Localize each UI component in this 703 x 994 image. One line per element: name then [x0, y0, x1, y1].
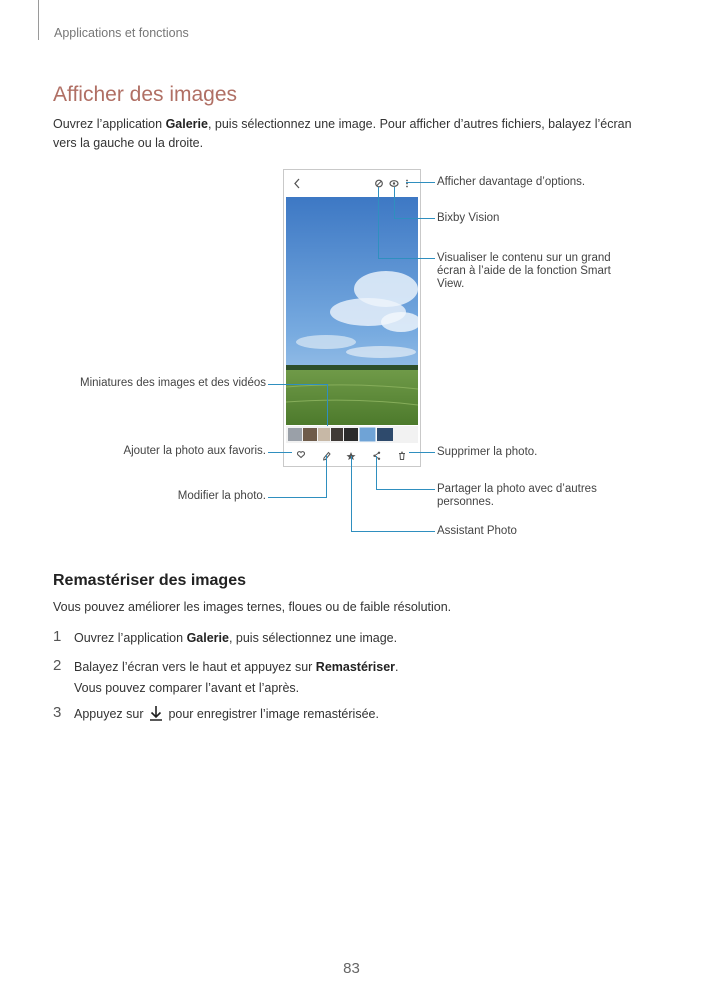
section-header: Applications et fonctions — [54, 26, 189, 40]
step-text: Ouvrez l’application Galerie, puis sélectionnez une image. — [74, 631, 398, 645]
callout-line — [326, 455, 327, 497]
callout-line — [394, 218, 435, 219]
back-icon[interactable] — [295, 179, 299, 188]
callout-line — [394, 187, 395, 218]
callout-favorite: Ajouter la photo aux favoris. — [123, 445, 266, 457]
thumbnail[interactable] — [344, 428, 358, 441]
callout-line — [268, 384, 328, 385]
step-text: Appuyez sur pour enregistrer l’image remastérisée. — [74, 707, 379, 721]
callout-line — [268, 497, 327, 498]
thumbnail[interactable] — [303, 428, 317, 441]
more-options-icon[interactable] — [406, 180, 408, 188]
callout-edit: Modifier la photo. — [177, 490, 266, 502]
landscape-photo[interactable] — [286, 197, 418, 425]
intro-paragraph: Ouvrez l’application Galerie, puis sélectionnez une image. Pour afficher d’autres fichiers, balayez l’écran vers la gauche ou la droite. — [53, 117, 632, 150]
step-number: 2 — [53, 657, 62, 674]
callout-delete: Supprimer la photo. — [437, 446, 538, 458]
step-number: 1 — [53, 628, 62, 645]
gallery-bottom-bar — [284, 443, 420, 466]
callout-line — [268, 452, 292, 453]
callout-more-options: Afficher davantage d’options. — [437, 176, 586, 188]
callout-line — [378, 187, 379, 258]
heart-icon[interactable] — [297, 452, 304, 458]
thumbnail-selected[interactable] — [359, 427, 376, 442]
remaster-intro: Vous pouvez améliorer les images ternes, floues ou de faible résolution. — [53, 600, 452, 614]
callout-line — [351, 456, 352, 531]
callout-line — [378, 258, 435, 259]
header-divider — [38, 0, 39, 40]
callout-line — [406, 182, 435, 183]
step-number: 3 — [53, 704, 62, 721]
callout-share: Partager la photo avec d’autres personnes. — [437, 483, 597, 508]
page-title: Afficher des images — [53, 83, 238, 106]
page-number: 83 — [343, 960, 360, 977]
callout-line — [327, 384, 328, 426]
bixby-vision-icon[interactable] — [390, 181, 398, 187]
trash-icon[interactable] — [399, 452, 405, 459]
callout-smart-view: Visualiser le contenu sur un grand écran à l’aide de la fonction Smart View. — [437, 252, 611, 290]
callout-line — [376, 456, 377, 489]
callout-bixby-vision: Bixby Vision — [437, 212, 500, 224]
section-title-remaster: Remastériser des images — [53, 572, 246, 589]
download-icon — [148, 705, 164, 721]
callout-assistant: Assistant Photo — [437, 525, 517, 537]
smart-view-icon[interactable] — [376, 180, 383, 187]
callout-line — [351, 531, 435, 532]
thumbnail[interactable] — [331, 428, 343, 441]
thumbnail-strip[interactable] — [286, 426, 418, 443]
thumbnail[interactable] — [288, 428, 302, 441]
step-subtext: Vous pouvez comparer l’avant et l’après. — [74, 681, 300, 695]
callout-line — [376, 489, 435, 490]
thumbnail[interactable] — [377, 428, 393, 441]
step-text: Balayez l’écran vers le haut et appuyez sur Remastériser. — [74, 660, 399, 674]
thumbnail[interactable] — [318, 428, 330, 441]
gallery-top-bar — [284, 170, 420, 197]
callout-thumbnails: Miniatures des images et des vidéos — [79, 377, 266, 389]
phone-screenshot — [283, 169, 421, 467]
callout-line — [409, 452, 435, 453]
